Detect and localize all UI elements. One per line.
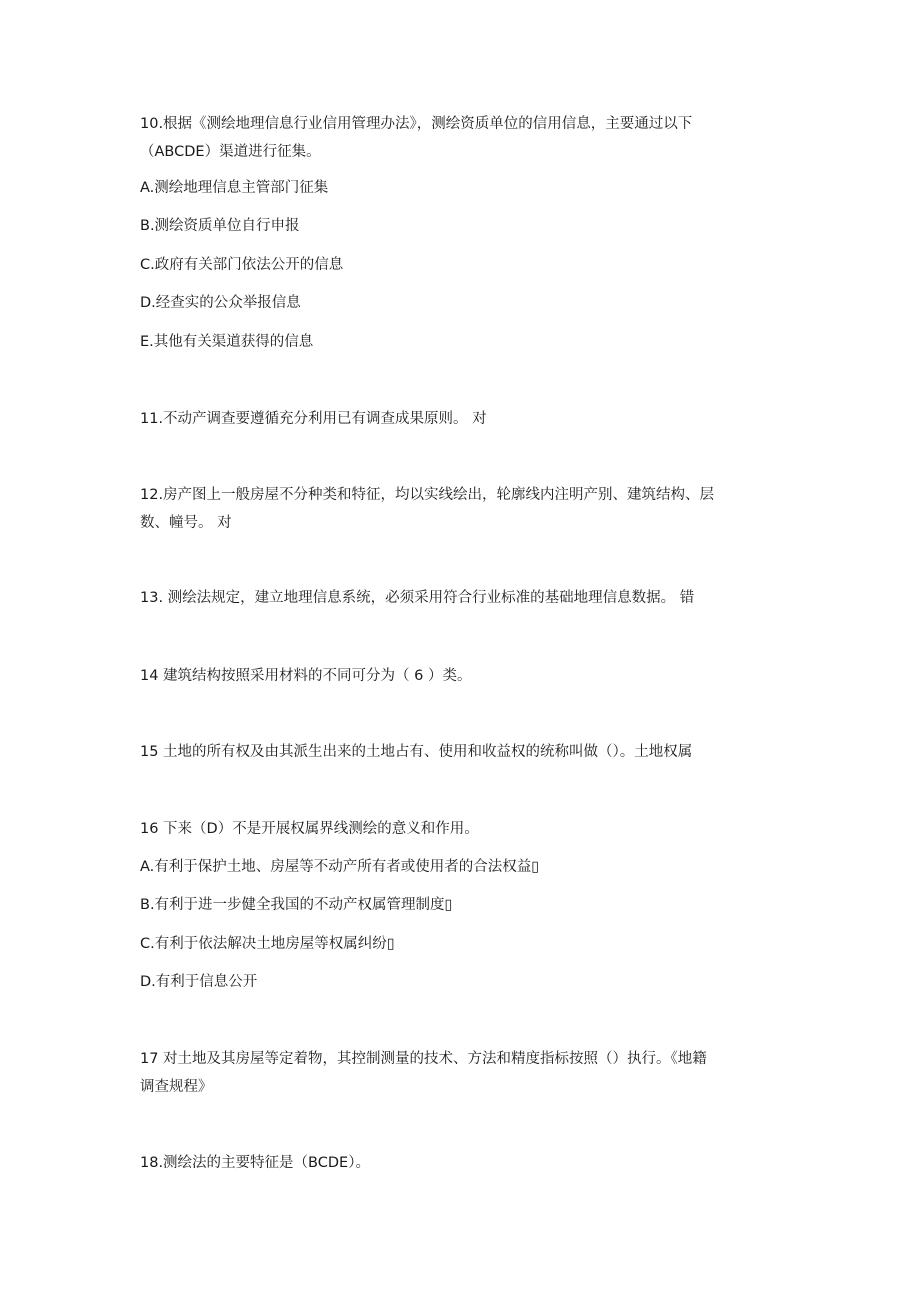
question-17-line-1: 17 对土地及其房屋等定着物，其控制测量的技术、方法和精度指标按照（）执行。《地籍 [140, 1051, 707, 1067]
question-16-option-a: A.有利于保护土地、房屋等不动产所有者或使用者的合法权益▯ [140, 859, 540, 875]
question-16-line-1: 16 下来（D）不是开展权属界线测绘的意义和作用。 [140, 821, 479, 837]
question-18-line-1: 18.测绘法的主要特征是（BCDE）。 [140, 1155, 370, 1171]
question-11-line-1: 11.不动产调查要遵循充分利用已有调查成果原则。 对 [140, 411, 487, 427]
question-16-option-d: D.有利于信息公开 [140, 974, 258, 990]
question-10-option-d: D.经查实的公众举报信息 [140, 295, 301, 311]
question-16-option-c: C.有利于依法解决土地房屋等权属纠纷▯ [140, 936, 395, 952]
question-16-option-b: B.有利于进一步健全我国的不动产权属管理制度▯ [140, 897, 453, 913]
question-10-line-2: （ABCDE）渠道进行征集。 [140, 144, 321, 160]
question-10-option-e: E.其他有关渠道获得的信息 [140, 334, 314, 350]
question-10-option-a: A.测绘地理信息主管部门征集 [140, 180, 329, 196]
question-10-option-b: B.测绘资质单位自行申报 [140, 218, 300, 234]
question-12-line-1: 12.房产图上一般房屋不分种类和特征，均以实线绘出，轮廓线内注明产别、建筑结构、层 [140, 487, 715, 503]
question-10-line-1: 10.根据《测绘地理信息行业信用管理办法》，测绘资质单位的信用信息，主要通过以下 [140, 116, 693, 132]
question-17-line-2: 调查规程》 [140, 1079, 213, 1095]
question-15-line-1: 15 土地的所有权及由其派生出来的土地占有、使用和收益权的统称叫做（）。土地权属 [140, 744, 693, 760]
question-14-line-1: 14 建筑结构按照采用材料的不同可分为（ 6 ）类。 [140, 668, 472, 684]
question-10-option-c: C.政府有关部门依法公开的信息 [140, 257, 344, 273]
question-13-line-1: 13. 测绘法规定，建立地理信息系统，必须采用符合行业标准的基础地理信息数据。 错 [140, 590, 695, 606]
question-12-line-2: 数、幢号。 对 [140, 515, 232, 531]
